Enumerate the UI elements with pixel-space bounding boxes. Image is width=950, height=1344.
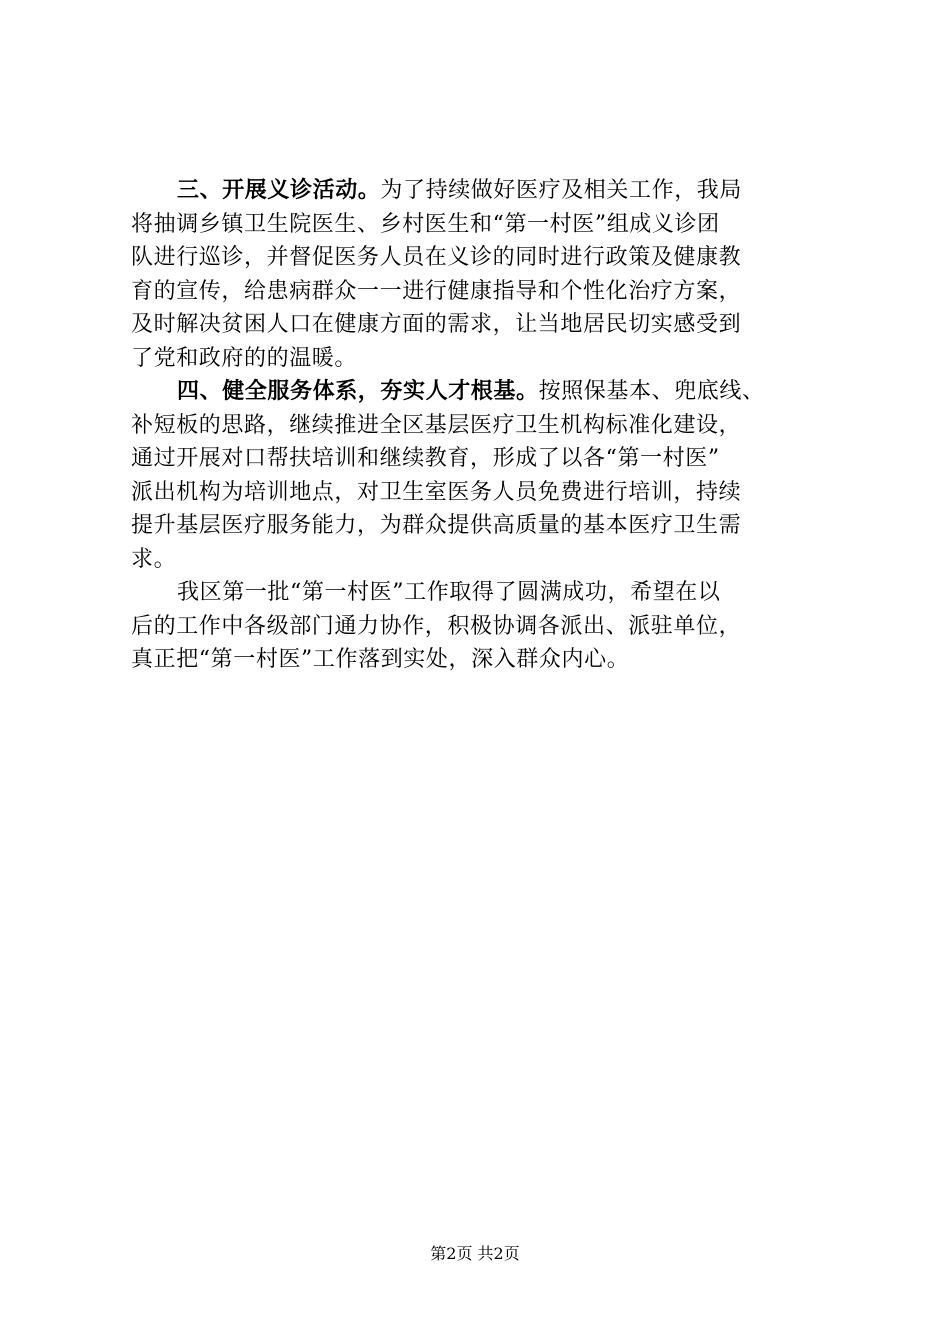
paragraph-1-line-2: 将抽调乡镇卫生院医生、乡村医生和“第一村医”组成义诊团 [131,211,720,237]
paragraph-2-line-4: 派出机构为培训地点，对卫生室医务人员免费进行培训，持续 [131,479,742,505]
paragraph-1-line-5: 及时解决贫困人口在健康方面的需求，让当地居民切实感受到 [131,312,742,337]
paragraph-1-line-6: 了党和政府的的温暖。 [131,345,358,371]
paragraph-2-line-3: 通过开展对口帮扶培训和继续教育，形成了以各“第一村医” [131,446,720,471]
paragraph-1-line-4: 育的宣传，给患病群众一一进行健康指导和个性化治疗方案， [131,278,742,304]
paragraph-text: 按照保基本、兜底线、 [538,379,765,404]
page-number-footer: 第2页 共2页 [430,1244,520,1263]
paragraph-2-line-6: 求。 [131,546,177,572]
paragraph-3-line-2: 后的工作中各级部门通力协作，积极协调各派出、派驻单位， [131,613,742,639]
paragraph-3-line-1: 我区第一批“第一村医”工作取得了圆满成功，希望在以 [177,580,721,605]
paragraph-2-line-1 [131,375,831,409]
section-heading-4: 四、健全服务体系，夯实人才根基。 [177,379,539,404]
paragraph-1-line-3: 队进行巡诊，并督促医务人员在义诊的同时进行政策及健康教 [131,245,742,270]
document-body [131,174,831,677]
paragraph-text: 为了持续做好医疗及相关工作，我局 [380,178,743,203]
section-heading-3: 三、开展义诊活动。 [177,178,381,203]
paragraph-1-line-1 [131,174,831,208]
paragraph-2-line-5: 提升基层医疗服务能力，为群众提供高质量的基本医疗卫生需 [131,513,742,538]
paragraph-2-line-2: 补短板的思路，继续推进全区基层医疗卫生机构标准化建设， [131,412,742,438]
paragraph-3-line-3: 真正把“第一村医”工作落到实处，深入群众内心。 [131,647,630,672]
